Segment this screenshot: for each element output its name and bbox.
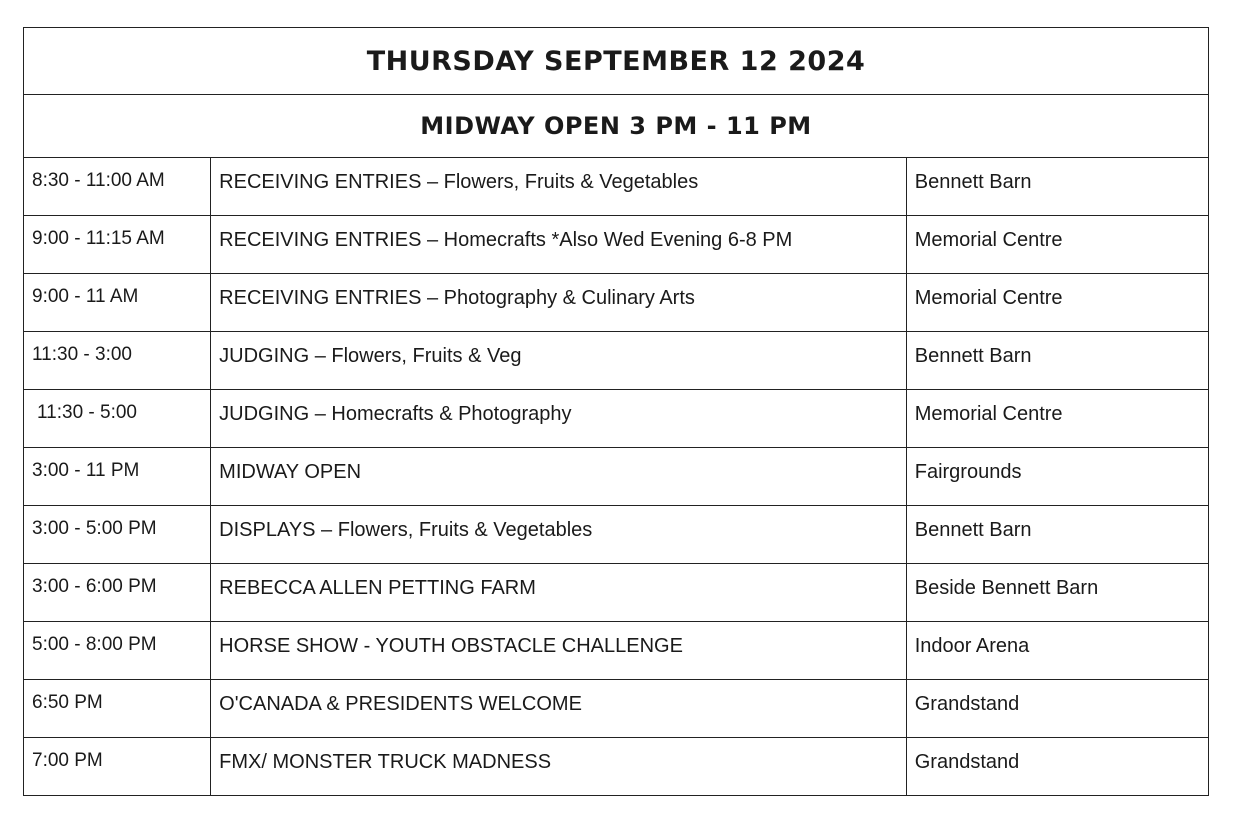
- location-cell: [906, 158, 1208, 216]
- location-text: Indoor Arena: [914, 635, 1030, 657]
- event-text: REBECCA ALLEN PETTING FARM: [219, 577, 536, 599]
- event-cell: [211, 564, 907, 622]
- time-text: 6:50 PM: [32, 692, 103, 713]
- location-text: Bennett Barn: [914, 171, 1032, 193]
- location-cell: [906, 332, 1208, 390]
- schedule-title: THURSDAY SEPTEMBER 12 2024: [24, 28, 1209, 95]
- table-row: [24, 216, 1209, 274]
- table-row: [24, 332, 1209, 390]
- time-cell: [24, 506, 211, 564]
- event-text: DISPLAYS – Flowers, Fruits & Vegetables: [219, 519, 593, 541]
- location-cell: [906, 680, 1208, 738]
- location-text: Fairgrounds: [914, 461, 1022, 483]
- time-cell: [24, 738, 211, 796]
- time-text: 11:30 - 3:00: [32, 344, 133, 365]
- time-text: 9:00 - 11 AM: [32, 286, 139, 307]
- event-text: RECEIVING ENTRIES – Photography & Culinary Arts: [219, 287, 695, 309]
- location-text: Bennett Barn: [914, 519, 1032, 541]
- location-text: Memorial Centre: [914, 229, 1063, 251]
- time-text: 9:00 - 11:15 AM: [32, 228, 165, 249]
- location-text: Beside Bennett Barn: [914, 577, 1099, 599]
- time-cell: [24, 216, 211, 274]
- location-text: Grandstand: [914, 751, 1020, 773]
- event-text: MIDWAY OPEN: [219, 461, 362, 483]
- subtitle-row: [24, 95, 1209, 158]
- location-text: Memorial Centre: [914, 287, 1063, 309]
- event-text: JUDGING – Flowers, Fruits & Veg: [219, 345, 522, 367]
- time-text: 8:30 - 11:00 AM: [32, 170, 165, 191]
- event-text: RECEIVING ENTRIES – Flowers, Fruits & Vegetables: [219, 171, 699, 193]
- location-cell: [906, 390, 1208, 448]
- event-text: RECEIVING ENTRIES – Homecrafts *Also Wed Evening 6-8 PM: [219, 229, 793, 251]
- schedule-subtitle: MIDWAY OPEN 3 PM - 11 PM: [24, 95, 1209, 158]
- location-cell: [906, 564, 1208, 622]
- time-text: 3:00 - 5:00 PM: [32, 518, 157, 539]
- time-text: 11:30 - 5:00: [37, 402, 138, 423]
- event-cell: [211, 274, 907, 332]
- time-cell: [24, 158, 211, 216]
- event-cell: [211, 448, 907, 506]
- table-row: [24, 738, 1209, 796]
- time-cell: [24, 390, 211, 448]
- location-cell: [906, 506, 1208, 564]
- event-text: HORSE SHOW - YOUTH OBSTACLE CHALLENGE: [219, 635, 683, 657]
- table-row: [24, 274, 1209, 332]
- title-row: [24, 28, 1209, 95]
- table-row: [24, 448, 1209, 506]
- event-cell: [211, 216, 907, 274]
- location-cell: [906, 216, 1208, 274]
- event-text: O'CANADA & PRESIDENTS WELCOME: [219, 693, 582, 715]
- time-cell: [24, 332, 211, 390]
- table-row: [24, 506, 1209, 564]
- time-cell: [24, 680, 211, 738]
- event-cell: [211, 158, 907, 216]
- table-row: [24, 680, 1209, 738]
- time-cell: [24, 448, 211, 506]
- event-text: JUDGING – Homecrafts & Photography: [219, 403, 572, 425]
- time-cell: [24, 564, 211, 622]
- table-row: [24, 622, 1209, 680]
- location-cell: [906, 622, 1208, 680]
- location-text: Grandstand: [914, 693, 1020, 715]
- event-cell: [211, 506, 907, 564]
- event-cell: [211, 680, 907, 738]
- location-cell: [906, 274, 1208, 332]
- table-row: [24, 390, 1209, 448]
- time-text: 3:00 - 6:00 PM: [32, 576, 157, 597]
- location-cell: [906, 448, 1208, 506]
- table-row: [24, 158, 1209, 216]
- location-cell: [906, 738, 1208, 796]
- time-cell: [24, 274, 211, 332]
- event-text: FMX/ MONSTER TRUCK MADNESS: [219, 751, 552, 773]
- event-cell: [211, 738, 907, 796]
- event-cell: [211, 390, 907, 448]
- event-cell: [211, 332, 907, 390]
- location-text: Memorial Centre: [914, 403, 1063, 425]
- location-text: Bennett Barn: [914, 345, 1032, 367]
- event-cell: [211, 622, 907, 680]
- time-text: 5:00 - 8:00 PM: [32, 634, 157, 655]
- time-text: 3:00 - 11 PM: [32, 460, 140, 481]
- time-cell: [24, 622, 211, 680]
- schedule-table: [23, 27, 1209, 796]
- time-text: 7:00 PM: [32, 750, 103, 771]
- table-row: [24, 564, 1209, 622]
